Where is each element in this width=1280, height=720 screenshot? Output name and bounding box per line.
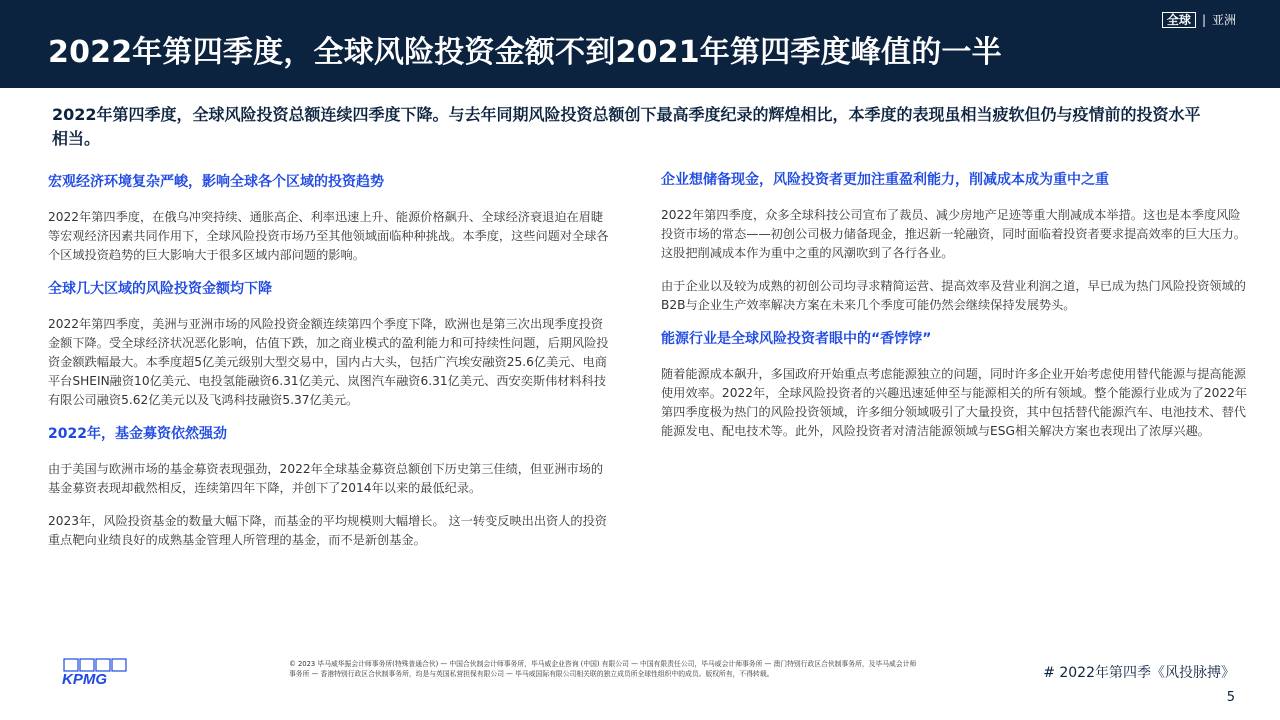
section-title-energy: 能源行业是全球风险投资者眼中的“香饽饽” (661, 331, 932, 347)
paragraph-energy: 随着能源成本飙升，多国政府开始重点考虑能源独立的问题，同时许多企业开始考虑使用替代能源与提高能源使用效率。2022年，全球风险投资者的兴趣迅速延伸至与能源相关的所有领域。整个能源行业成为了2022年第四季度极为热门的风险投资领域，许多细分领域吸引了大量投资，其中包括替代能源汽车、电池技术、替代能源发电、配电技术等。此外，风险投资者对清洁能源领域与ESG相关解决方案也表现出了浓厚兴趣。 (661, 367, 1248, 438)
section-title-cost-cutting: 企业想储备现金，风险投资者更加注重盈利能力，削减成本成为重中之重 (661, 172, 1109, 188)
section-title-fundraising: 2022年，基金募资依然强劲 (48, 426, 227, 442)
paragraph-fundraising-2: 2023年，风险投资基金的数量大幅下降，而基金的平均规模则大幅增长。 这一转变反映出出资人的投资重点靶向业绩良好的成熟基金管理人所管理的基金，而不是新创基金。 (48, 514, 607, 547)
paragraph-regions: 2022年第四季度，美洲与亚洲市场的风险投资金额连续第四个季度下降，欧洲也是第三次出现季度投资金额下降。受全球经济状况恶化影响，估值下跌，加之商业模式的盈利能力和可持续性问题，后期风险投资金额跌幅最大。本季度超5亿美元级别大型交易中，国内占大头，包括广汽埃安融资25.6亿美元、电商平台SHEIN融资10亿美元、电投氢能融资6.31亿美元、岚图汽车融资6.31亿美元、西安奕斯伟材料科技有限公司融资5.62亿美元以及飞鸿科技融资5.37亿美元。 (48, 317, 609, 407)
section-title-regions: 全球几大区域的风险投资金额均下降 (48, 281, 272, 297)
legal-notice: © 2023 毕马威华振会计师事务所(特殊普通合伙) — 中国合伙制会计师事务所，毕马威企业咨询 (中国) 有限公司 — 中国有限责任公司，毕马威会计师事务所 — 澳门特别行政区合伙制事务所，及毕马威会计师事务所 — 香港特别行政区合伙制事务所，均是与英国私营担保有限公司 — 毕马威国际有限公司相关联的独立成员所全球性组织中的成员。版权所有，不得转载。 (289, 660, 917, 678)
left-column (48, 170, 614, 564)
page-title: 2022年第四季度，全球风险投资金额不到2021年第四季度峰值的一半 (48, 35, 1002, 70)
lead-summary: 2022年第四季度，全球风险投资总额连续四季度下降。与去年同期风险投资总额创下最高季度纪录的辉煌相比，本季度的表现虽相当疲软但仍与疫情前的投资水平相当。 (52, 105, 1201, 148)
page-number: 5 (1226, 690, 1235, 705)
tag-global[interactable]: 全球 (1162, 12, 1196, 28)
header-bar (0, 0, 1280, 88)
region-tags (1162, 11, 1236, 28)
paragraph-cost-cutting-1: 2022年第四季度，众多全球科技公司宣布了裁员、减少房地产足迹等重大削减成本举措。这也是本季度风险投资市场的常态——初创公司极力储备现金，推迟新一轮融资，同时面临着投资者要求提高效率的巨大压力。这股把削减成本作为重中之重的风潮吹到了各行各业。 (661, 208, 1246, 260)
tag-asia[interactable]: 亚洲 (1211, 13, 1236, 27)
kpmg-logo (62, 658, 128, 686)
section-title-macro: 宏观经济环境复杂严峻，影响全球各个区域的投资趋势 (48, 174, 384, 190)
paragraph-macro: 2022年第四季度，在俄乌冲突持续、通胀高企、利率迅速上升、能源价格飙升、全球经济衰退迫在眉睫等宏观经济因素共同作用下，全球风险投资市场乃至其他领域面临种种挑战。本季度，这些问题对全球各个区域投资趋势的巨大影响大于很多区域内部问题的影响。 (48, 210, 609, 262)
right-column (661, 170, 1249, 455)
kpmg-logo-text: KPMG (62, 671, 107, 686)
paragraph-fundraising-1: 由于美国与欧洲市场的基金募资表现强劲，2022年全球基金募资总额创下历史第三佳绩，但亚洲市场的基金募资表现却截然相反，连续第四年下降，并创下了2014年以来的最低纪录。 (48, 462, 604, 495)
tag-separator: | (1201, 12, 1206, 27)
paragraph-cost-cutting-2: 由于企业以及较为成熟的初创公司均寻求精简运营、提高效率及营业利润之道，早已成为热门风险投资领域的B2B与企业生产效率解决方案在未来几个季度可能仍然会继续保持发展势头。 (661, 279, 1246, 312)
report-hashtag: # 2022年第四季《风投脉搏》 (1043, 665, 1235, 681)
